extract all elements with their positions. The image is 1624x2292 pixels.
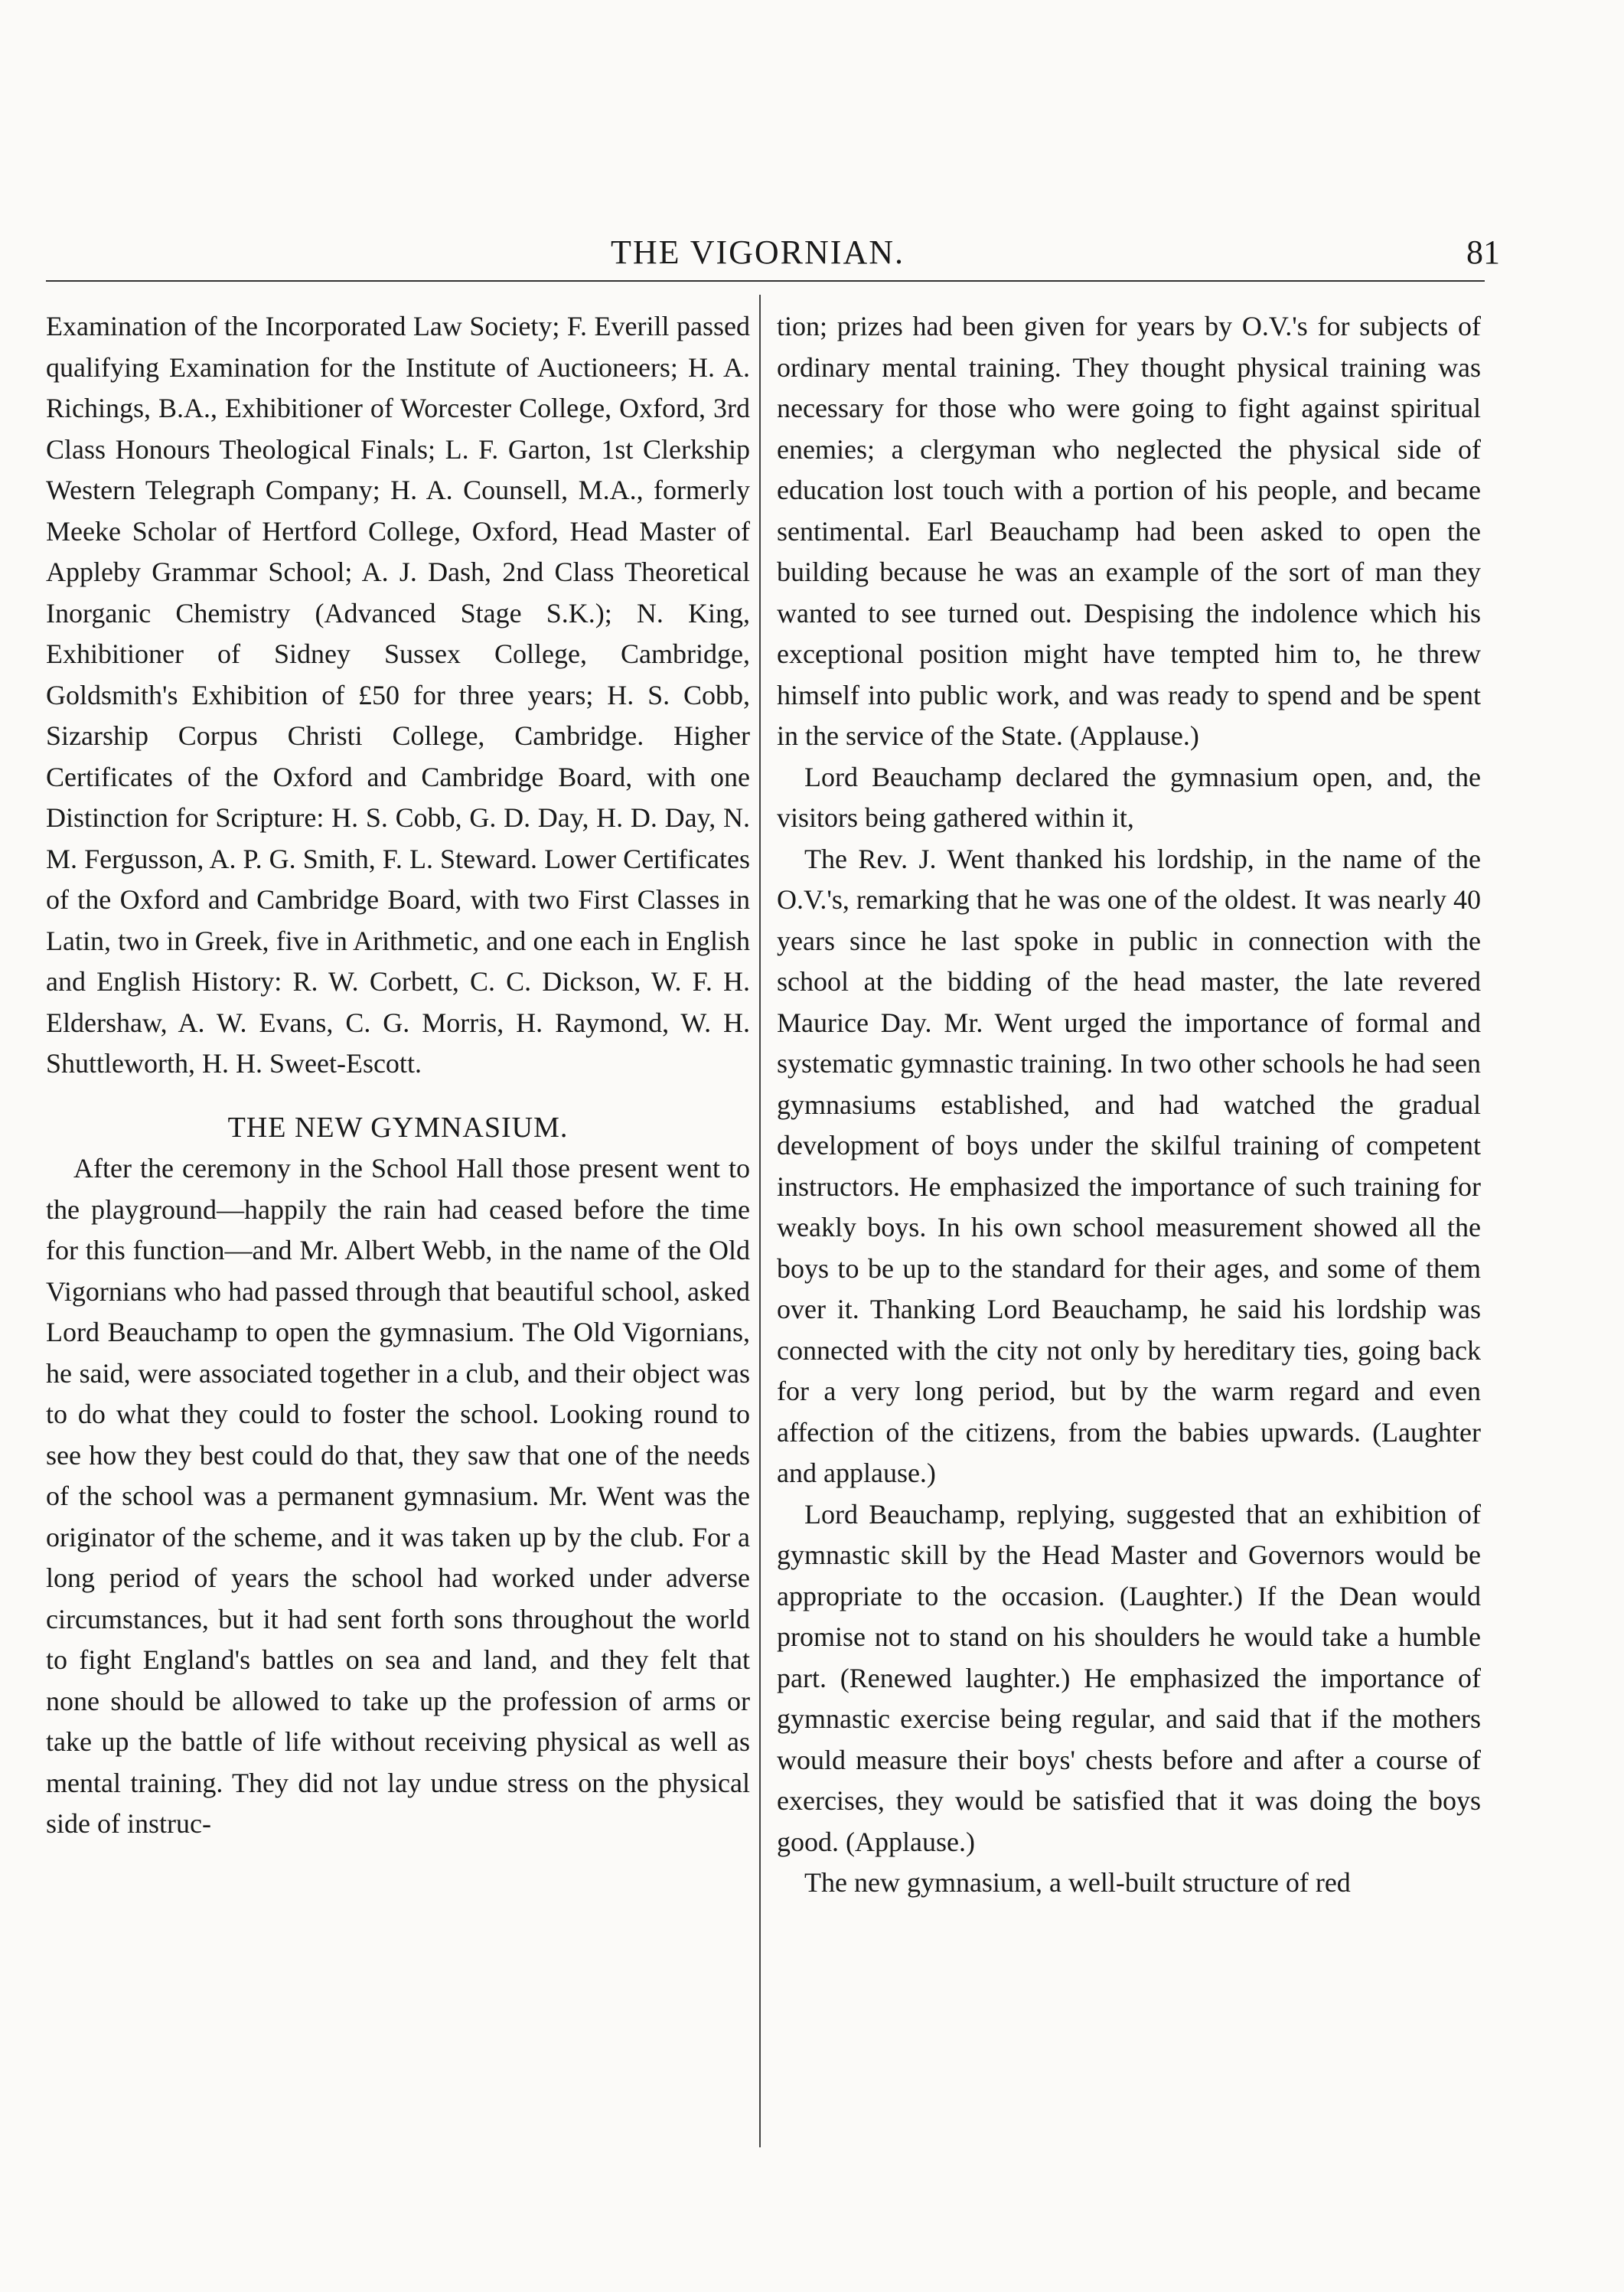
page-number: 81 xyxy=(1466,233,1500,271)
paragraph-rev-went: The Rev. J. Went thanked his lordship, in the name of the O.V.'s, remarking that he was one of the oldest. It was nearly 40 years since he last spoke in public in connection with the school at the bidding of the head master, the late revered Maurice Day. Mr. Went urged the importance of formal and systematic gymnastic training. In two other schools he had seen gymnasiums established, and had watched the gradual development of boys under the skilful training of competent instructors. He emphasized the importance of such training for weakly boys. In his own school measurement showed all the boys to be up to the standard for their ages, and some of them over it. Thanking Lord Beauchamp, he said his lordship was connected with the city not only by hereditary ties, going back for a very long period, but by the warm regard and even affection of the citizens, from the babies upwards. (Laughter and applause.) xyxy=(777,843,1481,1488)
section-heading-new-gymnasium: THE NEW GYMNASIUM. xyxy=(227,1111,569,1144)
paragraph-new-gymnasium-structure: The new gymnasium, a well-built structure of red xyxy=(804,1867,1351,1898)
header-rule xyxy=(46,280,1485,282)
right-column xyxy=(777,306,1481,1904)
paragraph-beauchamp-reply: Lord Beauchamp, replying, suggested that an exhibition of gymnastic skill by the Head Master and Governors would be appropriate to the occasion. (Laughter.) If the Dean would promise not to stand on his shoulders he would take a humble part. (Renewed laughter.) He emphasized the importance of gymnastic exercise being regular, and said that if the mothers would measure their boys' chests before and after a course of exercises, they would be satisfied that it was doing the boys good. (Applause.) xyxy=(777,1498,1481,1857)
journal-title: THE VIGORNIAN. xyxy=(610,233,905,271)
paragraph-ceremony: After the ceremony in the School Hall those present went to the playground—happily the rain had ceased before the time for this function—and Mr. Albert Webb, in the name of the Old Vigornians who had passed through that beautiful school, asked Lord Beauchamp to open the gymnasium. The Old Vigornians, he said, were associated together in a club, and their object was to do what they could to foster the school. Looking round to see how they best could do that, they saw that one of the needs of the school was a permanent gymnasium. Mr. Went was the originator of the scheme, and it was taken up by the club. For a long period of years the school had worked under adverse circumstances, but it had sent forth sons throughout the world to fight England's battles on sea and land, and they felt that none should be allowed to take up the profession of arms or take up the battle of life without receiving physical as well as mental training. They did not lay undue stress on the physical side of instruc- xyxy=(46,1153,750,1839)
running-head xyxy=(46,230,1500,276)
paragraph-instruction-continued: tion; prizes had been given for years by O.V.'s for subjects of ordinary mental training. They thought physical training was necessary for those who were going to fight against spiritual enemies; a clergyman who neglected the physical side of education lost touch with a portion of his people, and became sentimental. Earl Beauchamp had been asked to open the building because he was an example of the sort of man they wanted to see turned out. Despising the indolence which his exceptional position might have tempted him to, he threw himself into public work, and was ready to spend and be spent in the service of the State. (Applause.) xyxy=(777,311,1481,751)
paragraph-examination-results: Examination of the Incorporated Law Society; F. Everill passed qualifying Examination for the Institute of Auctioneers; H. A. Richings, B.A., Exhibitioner of Worcester College, Oxford, 3rd Class Honours Theological Finals; L. F. Garton, 1st Clerkship Western Telegraph Company; H. A. Counsell, M.A., formerly Meeke Scholar of Hertford College, Oxford, Head Master of Appleby Grammar School; A. J. Dash, 2nd Class Theoretical Inorganic Chemistry (Advanced Stage S.K.); N. King, Exhibitioner of Sidney Sussex College, Cambridge, Goldsmith's Exhibition of £50 for three years; H. S. Cobb, Sizarship Corpus Christi College, Cambridge. Higher Certificates of the Oxford and Cambridge Board, with one Distinction for Scripture: H. S. Cobb, G. D. Day, H. D. Day, N. M. Fergusson, A. P. G. Smith, F. L. Steward. Lower Certificates of the Oxford and Cambridge Board, with two First Classes in Latin, two in Greek, five in Arithmetic, and one each in English and English History: R. W. Corbett, C. C. Dickson, W. F. H. Eldershaw, A. W. Evans, C. G. Morris, H. Raymond, W. H. Shuttleworth, H. H. Sweet-Escott. xyxy=(46,311,750,1079)
left-column xyxy=(46,306,750,1845)
column-divider xyxy=(759,295,761,2147)
paragraph-gymnasium-opened: Lord Beauchamp declared the gymnasium open, and, the visitors being gathered within it, xyxy=(777,761,1481,833)
